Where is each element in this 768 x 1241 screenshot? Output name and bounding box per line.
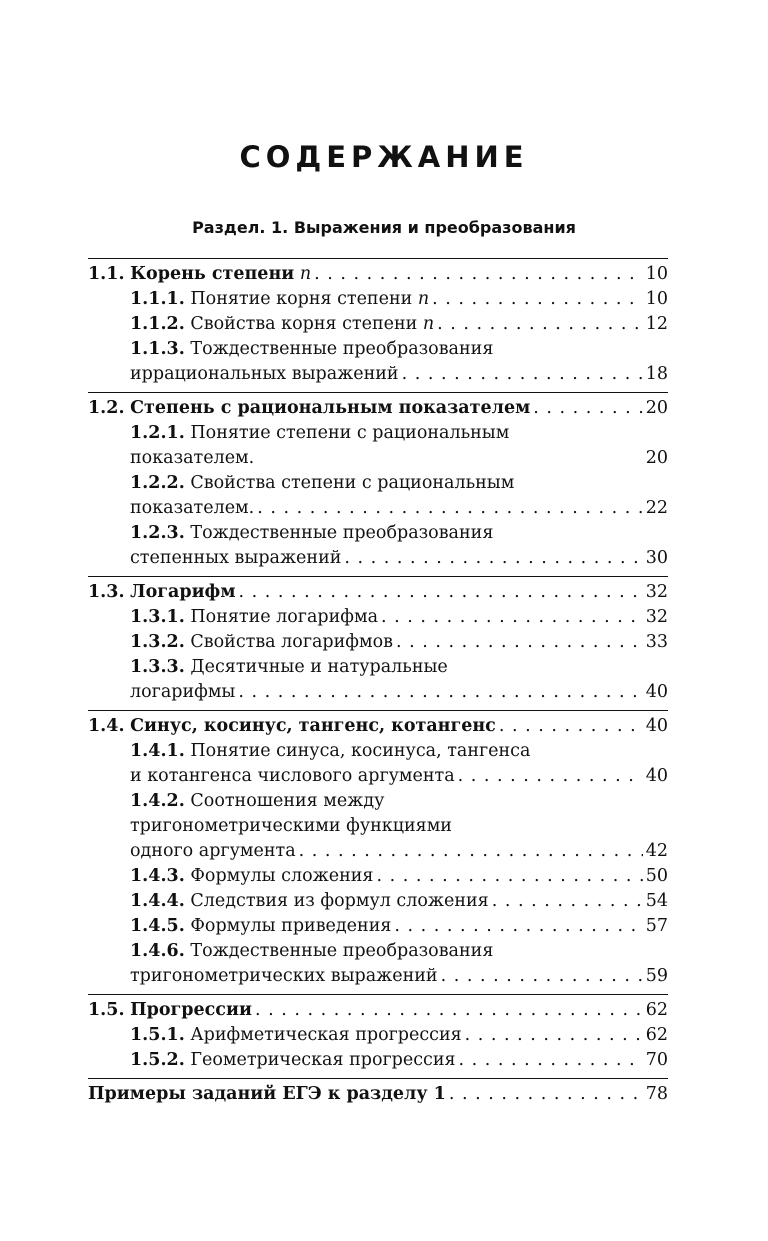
toc-entry-1-4-6-cont[interactable]: тригонометрических выражений . . . 59 xyxy=(88,964,668,989)
page-number: 12 xyxy=(645,314,668,334)
dot-leader xyxy=(432,287,643,312)
table-of-contents xyxy=(88,258,668,1112)
dot-leader xyxy=(449,1082,643,1107)
dot-leader xyxy=(257,496,642,521)
toc-entry-1-4-1[interactable]: 1.4.1. Понятие синуса, косинуса, тангенса xyxy=(130,741,531,761)
page-number: 59 xyxy=(645,966,668,986)
toc-group-examples xyxy=(88,1078,668,1107)
toc-entry-1-2-3[interactable]: 1.2.3. Тождественные преобразования xyxy=(130,523,494,543)
toc-entry-1-3-3[interactable]: 1.3.3. Десятичные и натуральные xyxy=(130,657,448,677)
toc-entry-1-2-3-cont[interactable]: степенных выражений . . . 30 xyxy=(88,546,668,571)
page-number: 33 xyxy=(645,632,668,652)
dot-leader xyxy=(344,546,642,571)
toc-group-1-3 xyxy=(88,576,668,705)
dot-leader xyxy=(533,396,642,421)
toc-entry-1-5-1[interactable]: 1.5.1. Арифметическая прогрессия . . . 62 xyxy=(88,1023,668,1048)
toc-entry-1-4-1-cont[interactable]: и котангенса числового аргумента . . . 40 xyxy=(88,764,668,789)
toc-group-1-5 xyxy=(88,994,668,1073)
dot-leader xyxy=(255,998,643,1023)
toc-entry-1-2-1-cont[interactable]: показателем. 20 xyxy=(88,446,668,471)
page-number: 10 xyxy=(645,289,668,309)
toc-entry-1-1[interactable]: 1.1. Корень степени n . . . 10 xyxy=(88,262,668,287)
dot-leader xyxy=(492,889,643,914)
dot-leader xyxy=(437,312,643,337)
page-number: 40 xyxy=(645,716,668,736)
dot-leader xyxy=(396,630,643,655)
page-number: 32 xyxy=(645,582,668,602)
toc-entry-1-1-1[interactable]: 1.1.1. Понятие корня степени n . . . 10 xyxy=(88,287,668,312)
toc-entry-1-5[interactable]: 1.5. Прогрессии . . . 62 xyxy=(88,998,668,1023)
page-number: 40 xyxy=(645,682,668,702)
page-number: 50 xyxy=(645,866,668,886)
toc-entry-1-4-2[interactable]: 1.4.2. Соотношения между xyxy=(130,791,385,811)
dot-leader xyxy=(441,964,643,989)
toc-entry-examples[interactable]: Примеры заданий ЕГЭ к разделу 1 . . . 78 xyxy=(88,1082,668,1107)
toc-entry-1-3[interactable]: 1.3. Логарифм . . . 32 xyxy=(88,580,668,605)
toc-group-1-4 xyxy=(88,710,668,989)
toc-entry-1-3-1[interactable]: 1.3.1. Понятие логарифма . . . 32 xyxy=(88,605,668,630)
toc-entry-1-2-2[interactable]: 1.2.2. Свойства степени с рациональным xyxy=(130,473,515,493)
page-number: 20 xyxy=(645,448,668,468)
page-number: 22 xyxy=(645,498,668,518)
dot-leader xyxy=(381,605,643,630)
toc-entry-1-3-3-cont[interactable]: логарифмы . . . 40 xyxy=(88,680,668,705)
toc-entry-1-4-2-cont2[interactable]: одного аргумента . . . 42 xyxy=(88,839,668,864)
toc-entry-1-2-2-cont[interactable]: показателем. . . . 22 xyxy=(88,496,668,521)
page-number: 10 xyxy=(645,264,668,284)
dot-leader xyxy=(314,262,643,287)
page-title: СОДЕРЖАНИЕ xyxy=(239,140,529,174)
dot-leader xyxy=(465,1023,643,1048)
toc-entry-1-4-3[interactable]: 1.4.3. Формулы сложения . . . 50 xyxy=(88,864,668,889)
toc-entry-1-4-6[interactable]: 1.4.6. Тождественные преобразования xyxy=(130,941,494,961)
dot-leader xyxy=(238,680,642,705)
page-number: 42 xyxy=(645,841,668,861)
dot-leader xyxy=(299,839,643,864)
toc-entry-1-4-2-cont[interactable]: тригонометрическими функциями xyxy=(130,816,452,836)
toc-entry-1-2-1[interactable]: 1.2.1. Понятие степени с рациональным xyxy=(130,423,510,443)
dot-leader xyxy=(239,580,643,605)
page-number: 40 xyxy=(645,766,668,786)
page-number: 70 xyxy=(645,1050,668,1070)
dot-leader xyxy=(402,362,643,387)
page-number: 62 xyxy=(645,1025,668,1045)
toc-group-1-1 xyxy=(88,258,668,387)
toc-entry-1-3-2[interactable]: 1.3.2. Свойства логарифмов . . . 33 xyxy=(88,630,668,655)
toc-entry-1-5-2[interactable]: 1.5.2. Геометрическая прогрессия . . . 70 xyxy=(88,1048,668,1073)
page-number: 62 xyxy=(645,1000,668,1020)
toc-entry-1-1-2[interactable]: 1.1.2. Свойства корня степени n . . . 12 xyxy=(88,312,668,337)
toc-entry-1-2[interactable]: 1.2. Степень с рациональным показателем . . . 20 xyxy=(88,396,668,421)
dot-leader xyxy=(499,714,643,739)
toc-entry-1-1-3-cont[interactable]: иррациональных выражений . . . 18 xyxy=(88,362,668,387)
dot-leader xyxy=(376,864,642,889)
toc-group-1-2 xyxy=(88,392,668,571)
page-number: 32 xyxy=(645,607,668,627)
page-number: 18 xyxy=(645,364,668,384)
page-number: 78 xyxy=(645,1084,668,1104)
page-number: 57 xyxy=(645,916,668,936)
toc-entry-1-1-3[interactable]: 1.1.3. Тождественные преобразования xyxy=(130,339,494,359)
toc-entry-1-4[interactable]: 1.4. Синус, косинус, тангенс, котангенс . . . 40 xyxy=(88,714,668,739)
toc-entry-1-4-4[interactable]: 1.4.4. Следствия из формул сложения . . . 54 xyxy=(88,889,668,914)
toc-entry-1-4-5[interactable]: 1.4.5. Формулы приведения . . . 57 xyxy=(88,914,668,939)
dot-leader xyxy=(458,764,643,789)
page-number: 30 xyxy=(645,548,668,568)
page-number: 54 xyxy=(645,891,668,911)
page-number: 20 xyxy=(645,398,668,418)
dot-leader xyxy=(394,914,642,939)
section-heading: Раздел. 1. Выражения и преобразования xyxy=(192,218,576,237)
dot-leader xyxy=(459,1048,643,1073)
